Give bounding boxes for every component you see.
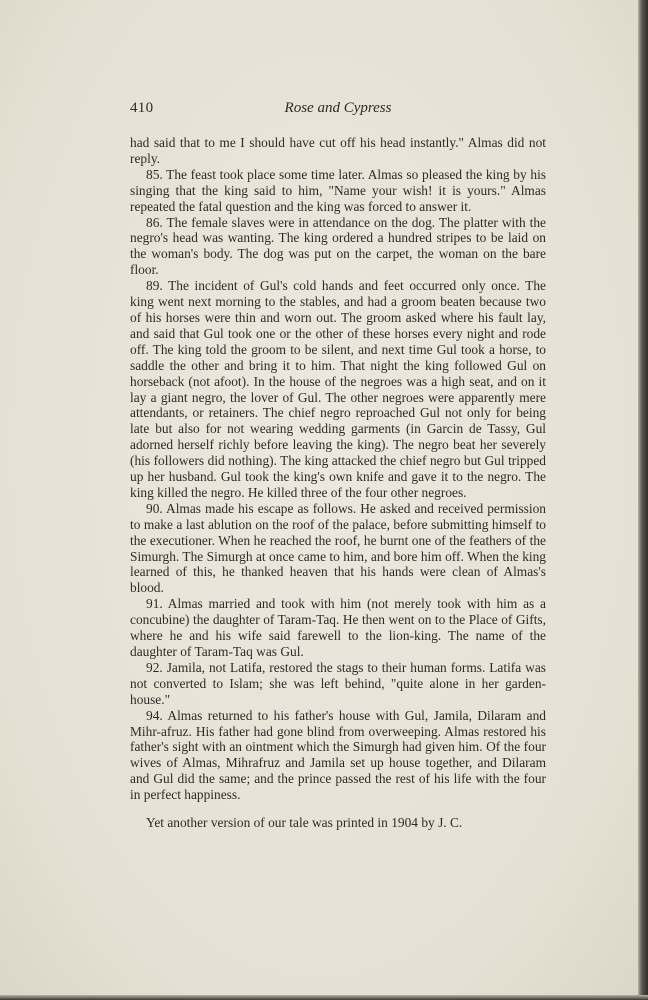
paragraph: 90. Almas made his escape as follows. He asked and received permission to make a last ablution on the roof of the palace, before submitting himself to the executioner. When he reached the roof, he burnt one of the feathers of the Simurgh. The Simurgh at once came to him, and bore him off. When the king learned of this, he thanked heaven that his hands were clean of Almas's blood. [130,500,546,596]
page-bottom-edge [0,995,648,1000]
paragraph: 94. Almas returned to his father's house with Gul, Jamila, Dilaram and Mihr-afruz. His father had gone blind from overweeping. Almas restored his father's sight with an ointment which the Simurgh had given him. Of the four wives of Almas, Mihrafruz and Jamila set up house together, and Dilaram and Gul did the same; and the prince passed the rest of his life with the four in perfect happiness. [130,707,546,803]
page-edge-shadow [638,0,648,1000]
page-header [130,100,546,122]
body-text [130,135,546,831]
paragraph: had said that to me I should have cut off his head instantly." Almas did not reply. [130,135,546,166]
running-title: Rose and Cypress [284,100,392,116]
paragraph: 92. Jamila, not Latifa, restored the stags to their human forms. Latifa was not converted to Islam; she was left behind, "quite alone in her garden-house." [130,659,546,707]
paragraph: 89. The incident of Gul's cold hands and feet occurred only once. The king went next morning to the stables, and had a groom beaten because two of his horses were thin and worn out. The groom asked where his fault lay, and said that Gul took one or the other of these horses every night and rode off. The king told the groom to be silent, and next time Gul took a horse, to saddle the other and bring it to him. That night the king followed Gul on horseback (not afoot). In the house of the negroes was a high seat, and on it lay a giant negro, the lover of Gul. The other negroes were apparently mere attendants, or retainers. The chief negro reproached Gul not only for being late but also for not wearing wedding garments (in Garcin de Tassy, Gul adorned herself richly before leaving the king). The negro beat her severely (his followers did nothing). The king attacked the chief negro but Gul tripped up her husband. Gul took the king's own knife and gave it to the negro. The king killed the negro. He killed three of the four other negroes. [130,278,546,500]
paragraph: 91. Almas married and took with him (not merely took with him as a concubine) the daughter of Taram-Taq. He then went on to the Place of Gifts, where he and his wife said farewell to the lion-king. The name of the daughter of Taram-Taq was Gul. [130,596,546,659]
paragraph: Yet another version of our tale was printed in 1904 by J. C. [146,815,463,831]
paragraph: 85. The feast took place some time later. Almas so pleased the king by his singing that the king said to him, "Name your wish! it is yours." Almas repeated the fatal question and the king was forced to answer it. [130,166,546,214]
paragraph: 86. The female slaves were in attendance on the dog. The platter with the negro's head was wanting. The king ordered a hundred stripes to be laid on the woman's body. The dog was put on the carpet, the woman on the bare floor. [130,214,546,278]
page-number: 410 [130,100,154,116]
